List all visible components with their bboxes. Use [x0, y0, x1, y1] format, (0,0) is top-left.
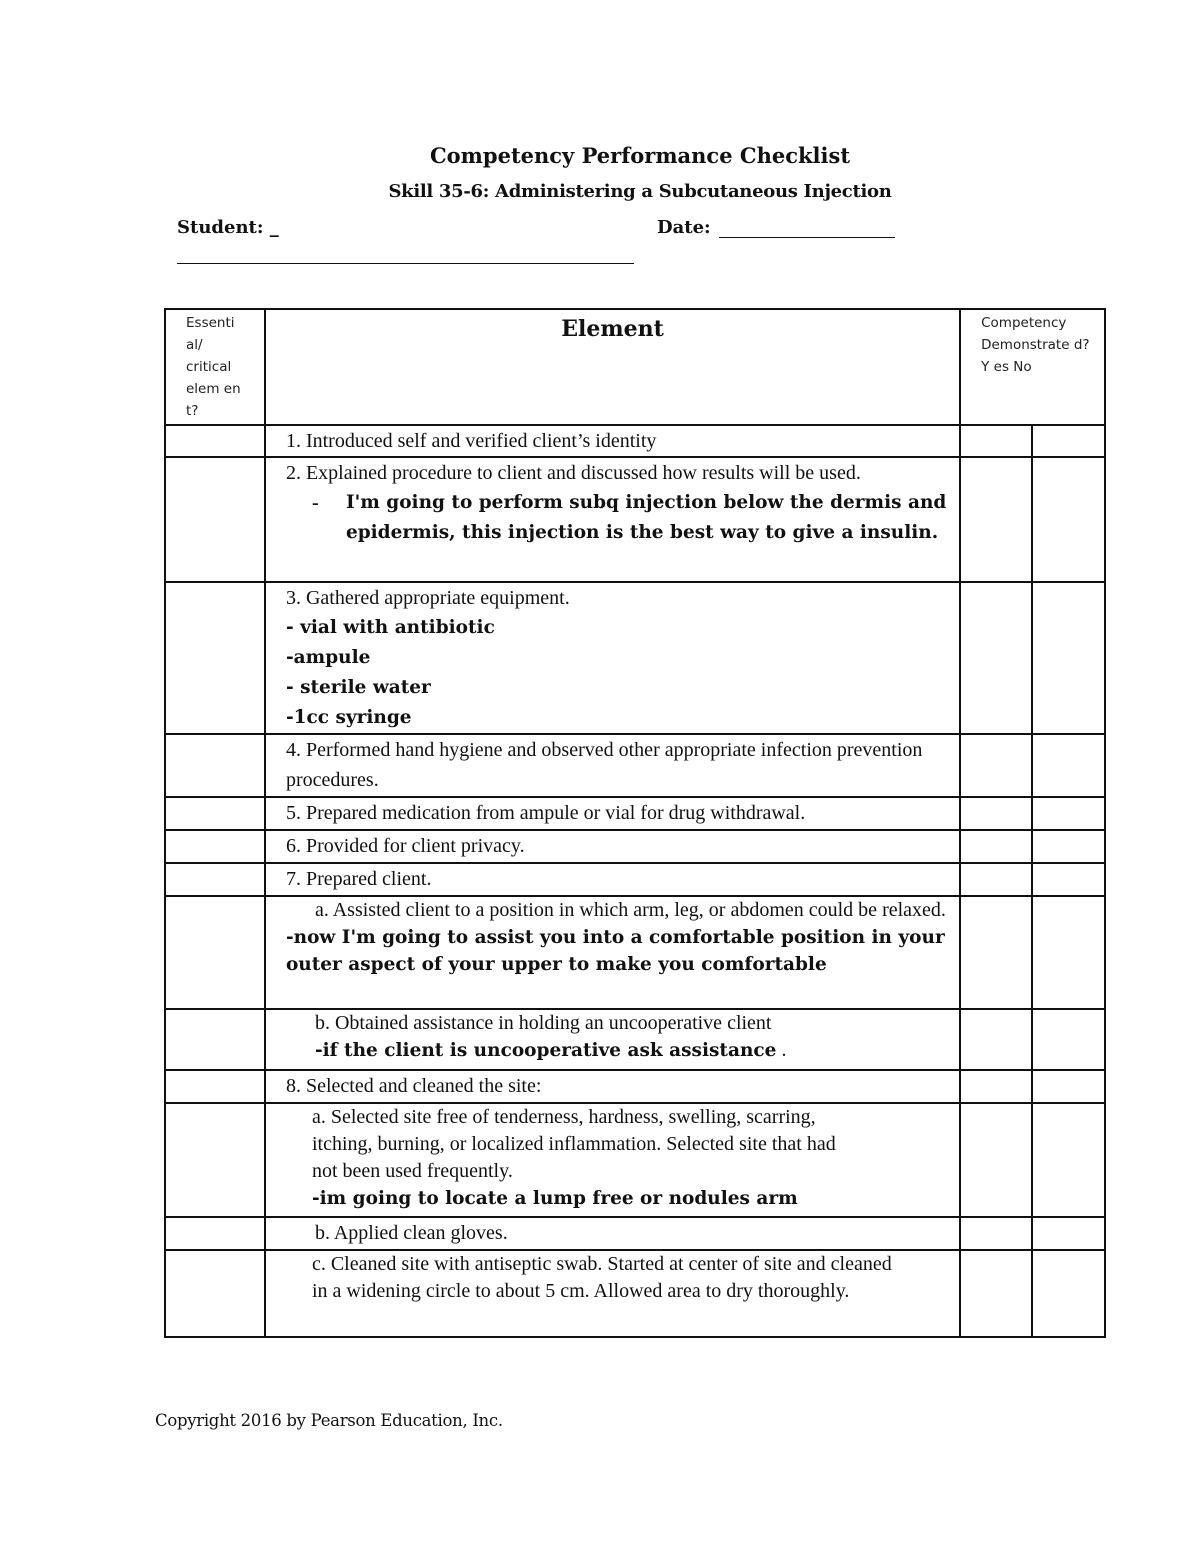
note-text: -if the client is uncooperative ask assistance [314, 1040, 777, 1061]
no-cell[interactable] [1032, 1250, 1105, 1337]
element-cell [265, 734, 960, 797]
element-cell [265, 797, 960, 830]
page-subtitle: Skill 35-6: Administering a Subcutaneous Injection [388, 181, 892, 202]
element-note [286, 488, 949, 548]
no-cell[interactable] [1032, 1217, 1105, 1250]
element-cell [265, 1103, 960, 1217]
no-cell[interactable] [1032, 734, 1105, 797]
element-cell [265, 830, 960, 863]
note-text: -im going to locate a lump free or nodules arm [311, 1188, 798, 1209]
essential-cell[interactable] [165, 1250, 265, 1337]
yes-cell[interactable] [960, 582, 1032, 734]
equipment-item: - vial with antibiotic [285, 617, 495, 638]
element-cell [265, 896, 960, 1009]
yes-cell[interactable] [960, 1217, 1032, 1250]
no-cell[interactable] [1032, 1070, 1105, 1103]
equipment-item: - sterile water [285, 677, 431, 698]
note-tail: . [776, 1039, 787, 1061]
element-text: 4. Performed hand hygiene and observed other appropriate infection prevention procedures. [285, 739, 923, 791]
date-field-line[interactable] [719, 237, 895, 238]
no-cell[interactable] [1032, 425, 1105, 457]
element-text: 5. Prepared medication from ampule or vial for drug withdrawal. [285, 802, 806, 824]
element-text: b. Obtained assistance in holding an uncooperative client [314, 1012, 772, 1034]
date-label: Date: [657, 217, 711, 238]
element-text: c. Cleaned site with antiseptic swab. Started at center of site and cleaned in a widening circle to about 5 cm. Allowed area to dry thoroughly. [311, 1253, 892, 1302]
element-cell [265, 1009, 960, 1070]
yes-cell[interactable] [960, 1250, 1032, 1337]
essential-cell[interactable] [165, 863, 265, 896]
no-cell[interactable] [1032, 830, 1105, 863]
table-row [165, 797, 1105, 830]
student-field-line[interactable] [177, 263, 634, 264]
yes-cell[interactable] [960, 863, 1032, 896]
no-cell[interactable] [1032, 863, 1105, 896]
essential-cell[interactable] [165, 1103, 265, 1217]
no-cell[interactable] [1032, 1103, 1105, 1217]
element-cell [265, 1070, 960, 1103]
essential-cell[interactable] [165, 582, 265, 734]
element-header: Element [265, 309, 960, 425]
student-label: Student: _ [177, 217, 279, 238]
yes-cell[interactable] [960, 457, 1032, 582]
element-cell [265, 1217, 960, 1250]
checklist-table [164, 308, 1106, 1338]
essential-cell[interactable] [165, 425, 265, 457]
yes-cell[interactable] [960, 896, 1032, 1009]
element-cell [265, 582, 960, 734]
table-row [165, 582, 1105, 734]
element-text: 3. Gathered appropriate equipment. [285, 587, 570, 609]
yes-cell[interactable] [960, 425, 1032, 457]
page-title: Competency Performance Checklist [429, 143, 851, 168]
table-row [165, 1250, 1105, 1337]
no-cell[interactable] [1032, 797, 1105, 830]
essential-cell[interactable] [165, 1217, 265, 1250]
element-note [286, 1037, 949, 1064]
element-text: 2. Explained procedure to client and discussed how results will be used. [285, 462, 861, 484]
element-cell [265, 863, 960, 896]
yes-cell[interactable] [960, 830, 1032, 863]
equipment-item: -1cc syringe [285, 707, 412, 728]
essential-cell[interactable] [165, 1009, 265, 1070]
note-text: I'm going to perform subq injection below the dermis and epidermis, this injection is the best way to give a insulin. [345, 492, 947, 543]
essential-cell[interactable] [165, 457, 265, 582]
essential-critical-header: Essenti al/ critical elem en t? [165, 309, 265, 425]
element-text: a. Assisted client to a position in which arm, leg, or abdomen could be relaxed. [314, 899, 946, 921]
table-row [165, 425, 1105, 457]
table-row [165, 863, 1105, 896]
element-text: 7. Prepared client. [285, 868, 432, 890]
element-cell [265, 425, 960, 457]
table-row [165, 1103, 1105, 1217]
table-row [165, 1009, 1105, 1070]
essential-cell[interactable] [165, 830, 265, 863]
no-cell[interactable] [1032, 457, 1105, 582]
table-row [165, 1217, 1105, 1250]
no-cell[interactable] [1032, 896, 1105, 1009]
yes-cell[interactable] [960, 734, 1032, 797]
essential-cell[interactable] [165, 797, 265, 830]
yes-cell[interactable] [960, 1103, 1032, 1217]
element-text: b. Applied clean gloves. [314, 1222, 508, 1244]
element-text: a. Selected site free of tenderness, hardness, swelling, scarring, itching, burning, or localized inflammation. Selected site that had not been used frequently. [311, 1106, 836, 1182]
no-cell[interactable] [1032, 1009, 1105, 1070]
bullet-dash: - [311, 492, 319, 514]
yes-cell[interactable] [960, 1070, 1032, 1103]
element-text: 8. Selected and cleaned the site: [285, 1075, 542, 1097]
yes-cell[interactable] [960, 1009, 1032, 1070]
essential-cell[interactable] [165, 734, 265, 797]
essential-cell[interactable] [165, 896, 265, 1009]
yes-cell[interactable] [960, 797, 1032, 830]
no-cell[interactable] [1032, 582, 1105, 734]
note-text: -now I'm going to assist you into a comfortable position in your outer aspect of your upper to make you comfortable [285, 927, 945, 975]
table-row [165, 457, 1105, 582]
equipment-item: -ampule [285, 647, 371, 668]
table-row [165, 830, 1105, 863]
table-row [165, 896, 1105, 1009]
element-text: 6. Provided for client privacy. [285, 835, 525, 857]
element-text: 1. Introduced self and verified client’s identity [285, 430, 657, 452]
element-cell [265, 1250, 960, 1337]
table-row [165, 1070, 1105, 1103]
element-cell [265, 457, 960, 582]
table-header-row [165, 309, 1105, 425]
essential-cell[interactable] [165, 1070, 265, 1103]
competency-header: Competency Demonstrate d? Y es No [960, 309, 1105, 425]
table-row [165, 734, 1105, 797]
copyright-footer: Copyright 2016 by Pearson Education, Inc. [155, 1411, 503, 1430]
